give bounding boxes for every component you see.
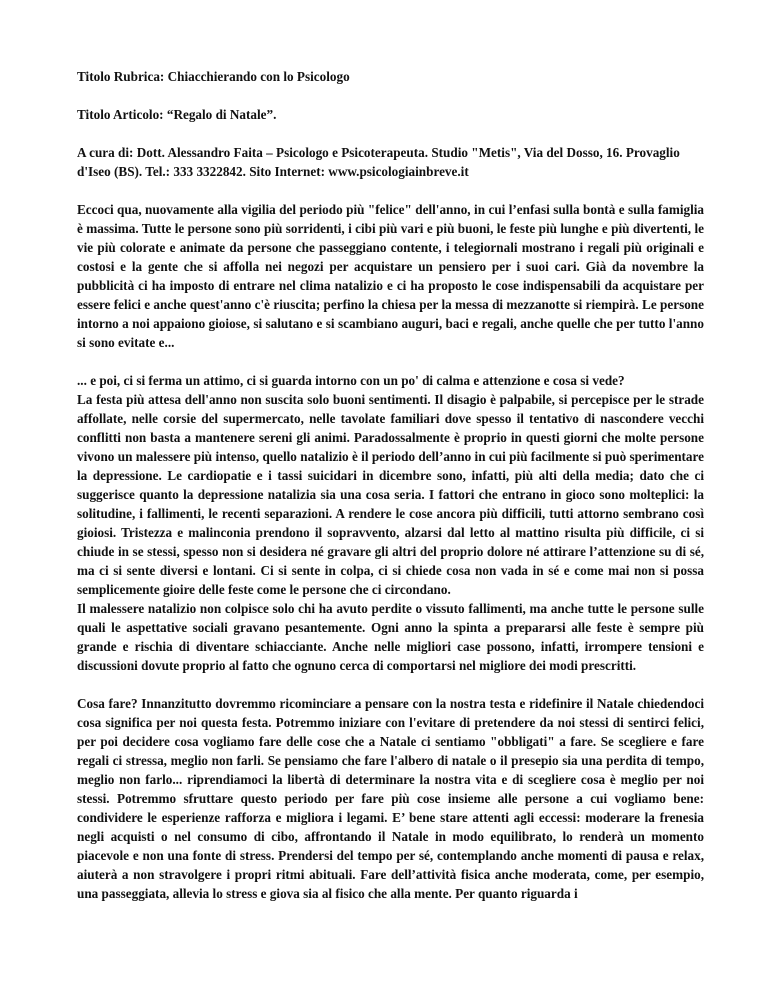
paragraph-cosa-fare: Cosa fare? Innanzitutto dovremmo ricominciare a pensare con la nostra testa e ridefinire il Natale chiedendoci cosa significa per noi questa festa. Potremmo iniziare con l'evitare di pretendere da noi stessi di sentirci felici, per poi decidere cosa vogliamo fare delle cose che a Natale ci sentiamo "obbligati" a fare. Se scegliere e fare regali ci stressa, meglio non farli. Se pensiamo che fare l'albero di natale o il presepio sia una perdita di tempo, meglio non farlo... riprendiamoci la libertà di determinare la nostra vita e di scegliere cosa è meglio per noi stessi. Potremmo sfruttare questo periodo per fare più cose insieme alle persone a cui vogliamo bene: condividere le esperienze rafforza e migliora i legami. E’ bene stare attenti agli eccessi: moderare la frenesia negli acquisti o nel consumo di cibo, affrontando il Natale in modo equilibrato, lo renderà un momento piacevole e non una fonte di stress. Prendersi del tempo per sé, contemplando anche momenti di pausa e relax, aiuterà a non stravolgere i propri ritmi abituali. Fare dell’attività fisica anche moderata, come, per esempio, una passeggiata, allevia lo stress e giova sia al fisico che alla mente. Per quanto riguarda i <box>77 696 704 901</box>
article-title: Titolo Articolo: “Regalo di Natale”. <box>77 107 277 122</box>
paragraph-intro: Eccoci qua, nuovamente alla vigilia del periodo più "felice" dell'anno, in cui l’enfasi sulla bontà e sulla famiglia è massima. Tutte le persone sono più sorridenti, i cibi più vari e più buoni, le feste più lunghe e più divertenti, le vie più colorate e animate da persone che passeggiano contente, i telegiornali mostrano i regali più originali e costosi e la gente che si affolla nei negozi per acquistare un pensiero per i suoi cari. Già da novembre la pubblicità ci ha imposto di entrare nel clima natalizio e ci ha proposto le cose indispensabili da acquistare per essere felici e anche quest'anno c'è riuscita; perfino la chiesa per la messa di mezzanotte si riempirà. Le persone intorno a noi appaiono gioiose, si salutano e si scambiano auguri, baci e regali, anche quelle che per tutto l'anno si sono evitate e... <box>77 202 704 350</box>
paragraph-malessere: ... e poi, ci si ferma un attimo, ci si guarda intorno con un po' di calma e attenzione e cosa si vede? La festa più attesa dell'anno non suscita solo buoni sentimenti. Il disagio è palpabile, si percepisce per le strade affollate, nelle corsie del supermercato, nelle tavolate familiari dove spesso il tentativo di nascondere vecchi conflitti non basta a mantenere sereni gli animi. Paradossalmente è proprio in questi giorni che molte persone vivono un malessere più intenso, quello natalizio è il periodo dell’anno in cui più facilmente si può sperimentare la depressione. Le cardiopatie e i tassi suicidari in dicembre sono, infatti, più alti della media; dato che ci suggerisce quanto la depressione natalizia sia una cosa seria. I fattori che entrano in gioco sono molteplici: la solitudine, i fallimenti, le recenti separazioni. A rendere le cose ancora più difficili, tutti attorno sembrano così gioiosi. Tristezza e malinconia prendono il sopravvento, alzarsi dal letto al mattino risulta più difficile, ci si chiude in se stessi, spesso non si desidera né gravare gli altri del proprio dolore né attirare l’attenzione su di sé, ma ci si sente diversi e lontani. Ci si sente in colpa, ci si chiede cosa non vada in sé e come mai non si possa semplicemente gioire delle feste come le persone che ci circondano. Il malessere natalizio non colpisce solo chi ha avuto perdite o vissuto fallimenti, ma anche tutte le persone sulle quali le aspettative sociali gravano pesantemente. Ogni anno la spinta a prepararsi alle feste è sempre più grande e rischia di diventare schiacciante. Anche nelle migliori case possono, infatti, irrompere tensioni e discussioni dovute proprio al fatto che ognuno cerca di comportarsi nel migliore dei modi prescritti. <box>77 373 704 673</box>
article-header <box>77 67 704 181</box>
rubric-title: Titolo Rubrica: Chiacchierando con lo Psicologo <box>77 69 350 84</box>
author-info: A cura di: Dott. Alessandro Faita – Psicologo e Psicoterapeuta. Studio "Metis", Via del Dosso, 16. Provaglio d'Iseo (BS). Tel.: 333 3322842. Sito Internet: www.psicologiainbreve.it <box>77 145 680 179</box>
